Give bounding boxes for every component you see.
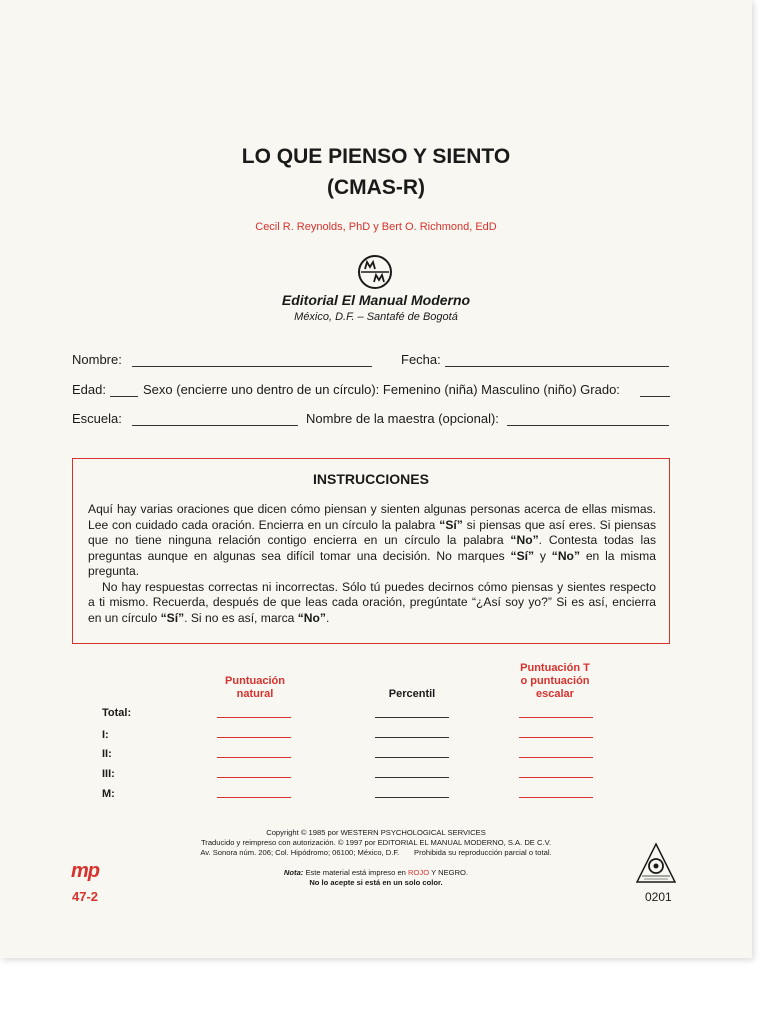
publisher-location: México, D.F. – Santafé de Bogotá xyxy=(294,311,458,323)
score-natural-iii[interactable] xyxy=(217,777,291,778)
score-row-ii-label: II: xyxy=(102,748,112,760)
maestra-field[interactable] xyxy=(507,425,669,426)
score-natural-m[interactable] xyxy=(217,797,291,798)
score-percentil-total[interactable] xyxy=(375,717,449,718)
instructions-box xyxy=(72,458,670,644)
fecha-field[interactable] xyxy=(445,366,669,367)
score-percentil-m[interactable] xyxy=(375,797,449,798)
page-subtitle: (CMAS-R) xyxy=(327,176,425,199)
score-t-m[interactable] xyxy=(519,797,593,798)
score-natural-ii[interactable] xyxy=(217,757,291,758)
nombre-label: Nombre: xyxy=(72,352,122,367)
score-t-i[interactable] xyxy=(519,737,593,738)
seal-icon xyxy=(635,842,677,888)
score-natural-total[interactable] xyxy=(217,717,291,718)
score-t-total[interactable] xyxy=(519,717,593,718)
score-percentil-ii[interactable] xyxy=(375,757,449,758)
score-col-t-header: Puntuación T o puntuación escalar xyxy=(520,662,590,700)
maestra-label: Nombre de la maestra (opcional): xyxy=(306,411,499,426)
score-row-i-label: I: xyxy=(102,729,109,741)
score-row-m-label: M: xyxy=(102,788,115,800)
score-percentil-i[interactable] xyxy=(375,737,449,738)
form-number: 0201 xyxy=(645,890,672,904)
publisher-name: Editorial El Manual Moderno xyxy=(281,292,471,308)
score-col-natural-header: Puntuación natural xyxy=(225,675,285,700)
nombre-field[interactable] xyxy=(132,366,372,367)
authors: Cecil R. Reynolds, PhD y Bert O. Richmond, EdD xyxy=(255,221,497,233)
escuela-field[interactable] xyxy=(132,425,298,426)
grado-field[interactable] xyxy=(640,396,670,397)
sexo-label: Sexo (encierre uno dentro de un círculo): Femenino (niña) Masculino (niño) Grado: xyxy=(143,382,620,397)
publisher-logo-icon xyxy=(357,254,393,290)
instructions-paragraph-1: Aquí hay varias oraciones que dicen cómo piensan y sienten algunas personas acerca de ellas mismas. Lee con cuidado cada oración. Encierra en un círculo la palabra “Sí” si piensas que así eres. Si piensas que no tiene ninguna relación contigo encierra en un círculo la palabra “No”. Contesta todas las preguntas aunque en algunas sea difícil tomar una decisión. No marques “Sí” y “No” en la misma pregunta. xyxy=(88,502,656,578)
score-percentil-iii[interactable] xyxy=(375,777,449,778)
mp-logo: mp xyxy=(71,860,99,882)
score-col-percentil-header: Percentil xyxy=(388,688,436,700)
instructions-paragraph-2: No hay respuestas correctas ni incorrectas. Sólo tú puedes decirnos cómo piensas y sientes respecto a ti mismo. Recuerda, después de que leas cada oración, pregúntate “¿Así soy yo?” Si es así, encierra en un círculo “Sí”. Si no es así, marca “No”. xyxy=(88,579,656,625)
instructions-text xyxy=(88,502,656,626)
form-code: 47-2 xyxy=(72,889,99,904)
score-row-total-label: Total: xyxy=(102,707,132,719)
score-natural-i[interactable] xyxy=(217,737,291,738)
score-row-iii-label: III: xyxy=(102,768,115,780)
escuela-label: Escuela: xyxy=(72,411,122,426)
score-t-ii[interactable] xyxy=(519,757,593,758)
page-title: LO QUE PIENSO Y SIENTO xyxy=(241,145,511,168)
instructions-title: INSTRUCCIONES xyxy=(313,471,429,487)
fecha-label: Fecha: xyxy=(401,352,441,367)
edad-label: Edad: xyxy=(72,382,106,397)
print-note: Nota: Este material está impreso en ROJO Y NEGRO. No lo acepte si está en un solo color. xyxy=(283,868,469,887)
edad-field[interactable] xyxy=(110,396,138,397)
copyright-block: Copyright © 1985 por WESTERN PSYCHOLOGICAL SERVICES Traducido y reimpreso con autorización. © 1997 por EDITORIAL EL MANUAL MODERNO, S.A. DE C.V. Av. Sonora núm. 206; Col. Hipódromo; 06100; México, D.F. Prohibida su reproducción parcial o total. xyxy=(200,828,552,857)
score-t-iii[interactable] xyxy=(519,777,593,778)
